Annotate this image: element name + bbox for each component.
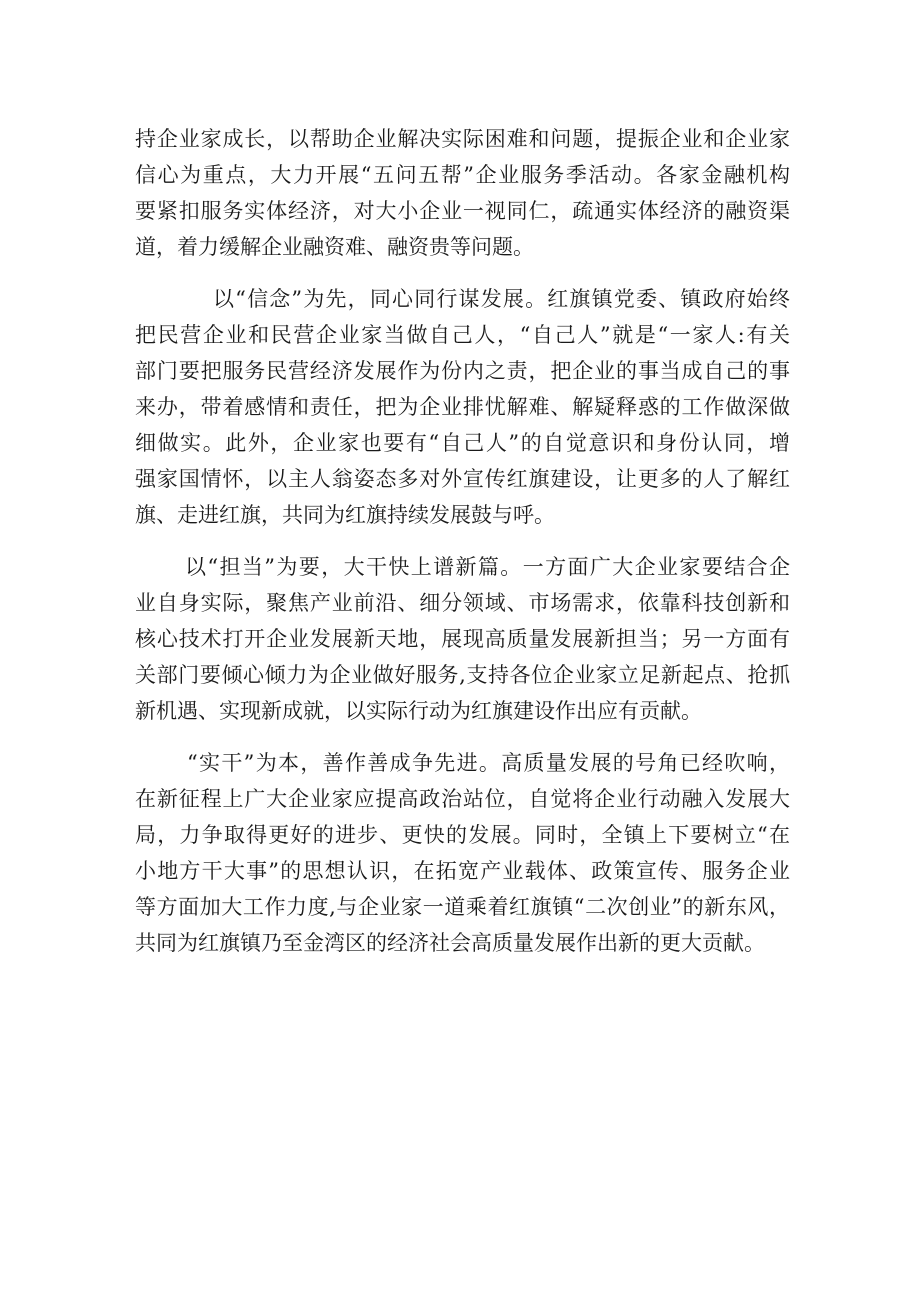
text-line: 把民营企业和民营企业家当做自己人，“自己人”就是“一家人:有关 xyxy=(135,323,790,347)
text-line: 局，力争取得更好的进步、更快的发展。同时，全镇上下要树立“在 xyxy=(135,823,790,847)
text-line: 在新征程上广大企业家应提高政治站位，自觉将企业行动融入发展大 xyxy=(135,787,790,811)
text-line: 关部门要倾心倾力为企业做好服务,支持各位企业家立足新起点、抢抓 xyxy=(135,663,790,687)
text-line: 信心为重点，大力开展“五问五帮”企业服务季活动。各家金融机构 xyxy=(135,163,790,187)
paragraph xyxy=(135,121,790,265)
paragraph xyxy=(135,745,790,961)
text-line: 持企业家成长，以帮助企业解决实际困难和问题，提振企业和企业家 xyxy=(135,127,790,151)
text-line: 道，着力缓解企业融资难、融资贵等问题。 xyxy=(135,235,534,259)
text-line: 等方面加大工作力度,与企业家一道乘着红旗镇“二次创业”的新东风， xyxy=(135,895,790,919)
paragraph xyxy=(135,549,790,729)
text-line: 细做实。此外，企业家也要有“自己人”的自觉意识和身份认同，增 xyxy=(135,431,790,455)
text-line: 核心技术打开企业发展新天地，展现高质量发展新担当；另一方面有 xyxy=(135,627,790,651)
text-line: 部门要把服务民营经济发展作为份内之责，把企业的事当成自己的事 xyxy=(135,359,790,383)
text-line: 共同为红旗镇乃至金湾区的经济社会高质量发展作出新的更大贡献。 xyxy=(135,931,765,955)
text-line: “实干”为本，善作善成争先进。高质量发展的号角已经吹响， xyxy=(187,751,790,775)
text-line: 要紧扣服务实体经济，对大小企业一视同仁，疏通实体经济的融资渠 xyxy=(135,199,790,223)
text-line: 以“担当”为要，大干快上谱新篇。一方面广大企业家要结合企 xyxy=(185,555,790,579)
text-line: 旗、走进红旗，共同为红旗持续发展鼓与呼。 xyxy=(135,503,555,527)
body-text xyxy=(135,121,790,961)
text-line: 强家国情怀，以主人翁姿态多对外宣传红旗建设，让更多的人了解红 xyxy=(135,467,790,491)
text-line: 来办，带着感情和责任，把为企业排忧解难、解疑释惑的工作做深做 xyxy=(135,395,790,419)
text-line: 新机遇、实现新成就，以实际行动为红旗建设作出应有贡献。 xyxy=(135,699,702,723)
text-line: 业自身实际，聚焦产业前沿、细分领域、市场需求，依靠科技创新和 xyxy=(135,591,790,615)
paragraph xyxy=(135,281,790,533)
text-line: 小地方干大事”的思想认识，在拓宽产业载体、政策宣传、服务企业 xyxy=(135,859,790,883)
text-line: 以“信念”为先，同心同行谋发展。红旗镇党委、镇政府始终 xyxy=(213,287,790,311)
